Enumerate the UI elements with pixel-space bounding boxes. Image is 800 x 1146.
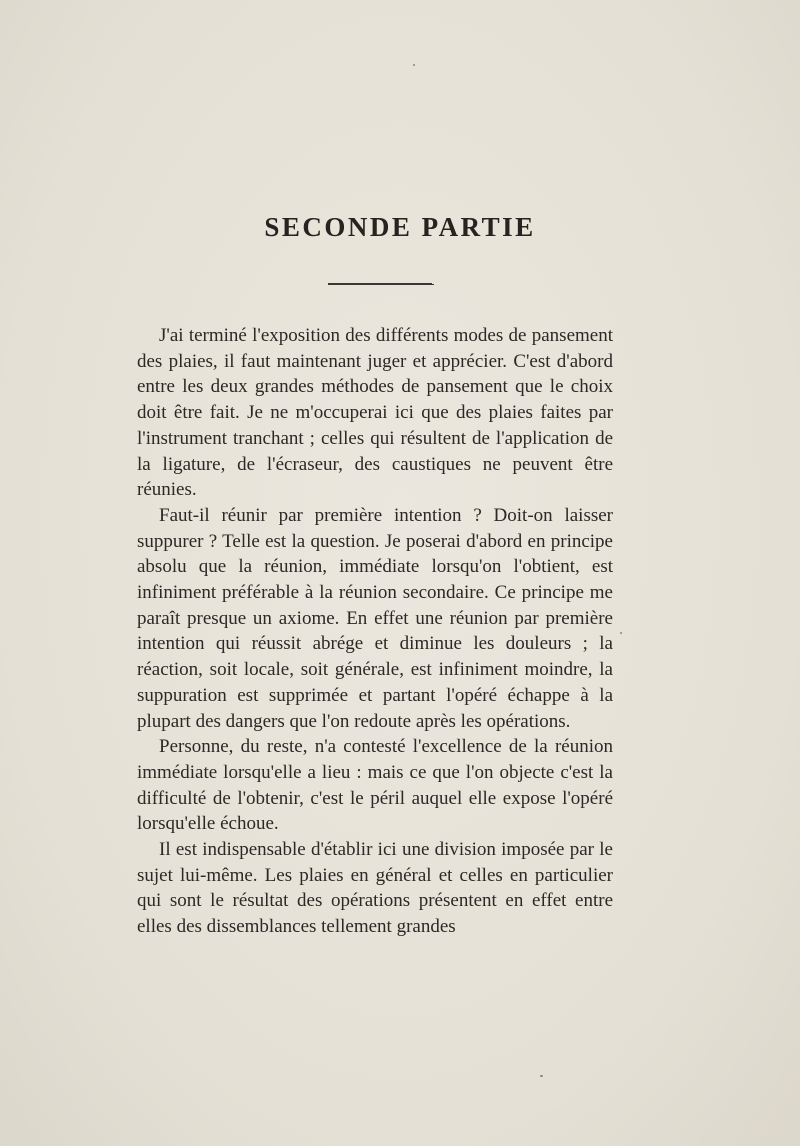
paper-speck [413, 64, 415, 66]
paragraph-2: Faut-il réunir par première intention ? Doit-on laisser suppurer ? Telle est la question. Je poserai d'abord en principe absolu que la réunion, immédiate lorsqu'on l'obtient, est infiniment préférable à la réunion secondaire. Ce principe me paraît presque un axiome. En effet une réunion par première intention qui réussit abrége et diminue les douleurs ; la réaction, soit locale, soit générale, est infiniment moindre, la suppuration est supprimée et partant l'opéré échappe à la plupart des dangers que l'on redoute après les opérations. [137, 504, 613, 732]
part-title: SECONDE PARTIE [264, 212, 536, 242]
paragraph-3: Personne, du reste, n'a contesté l'excellence de la réunion immédiate lorsqu'elle a lieu : mais ce que l'on objecte c'est la difficulté de l'obtenir, c'est le péril auquel elle expose l'opéré lorsqu'elle échoue. [137, 736, 613, 835]
paragraph-1: J'ai terminé l'exposition des différents modes de pansement des plaies, il faut maintenant juger et apprécier. C'est d'abord entre les deux grandes méthodes de pansement que le choix doit être fait. Je ne m'occuperai ici que des plaies faites par l'instrument tranchant ; celles qui résultent de l'application de la ligature, de l'écraseur, des caustiques ne peuvent être réunies. [137, 325, 613, 501]
body-text [137, 323, 613, 940]
title-rule [328, 283, 432, 285]
paragraph-4: Il est indispensable d'établir ici une division imposée par le sujet lui-même. Les plaies en général et celles en particulier qui sont le résultat des opérations présentent en effet entre elles des dissemblances tellement grandes [137, 839, 613, 938]
paper-speck [540, 1075, 543, 1077]
paper-speck [620, 632, 622, 634]
